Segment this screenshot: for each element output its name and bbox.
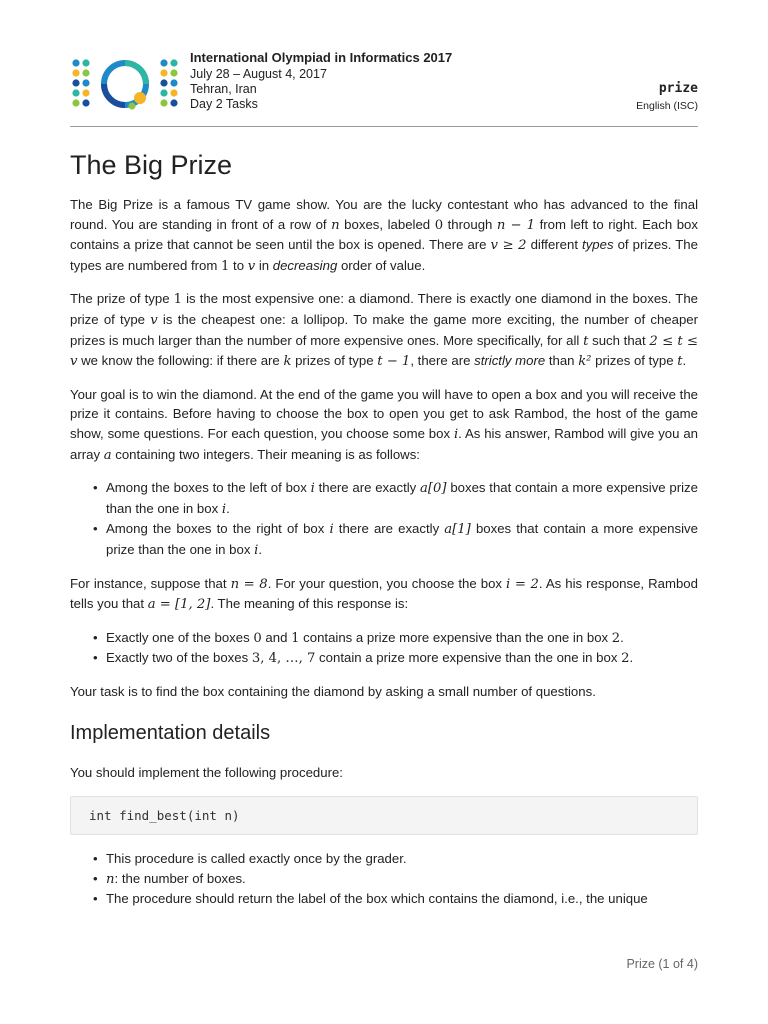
text: contain a prize more expensive than the one in box [315, 650, 622, 666]
text: boxes that contain a more expensive prize than the one in box [106, 521, 698, 557]
text: in [255, 257, 273, 273]
text: The procedure should return the label of the box which contains the diamond, i.e., the unique [106, 891, 648, 907]
math-one: 1 [173, 292, 183, 308]
text: prizes of type [591, 353, 678, 369]
text: This procedure is called exactly once by the grader. [106, 851, 407, 867]
math-i: i [329, 522, 334, 538]
text: . As his answer, Rambod will give you an array [70, 425, 698, 462]
text: The Big Prize is a famous TV game show. You are the lucky contestant who has advanced to the final round. You are standing in front of a row of [70, 197, 698, 232]
code-block-signature: int find_best(int n) [70, 796, 698, 835]
emphasis-decreasing: decreasing [272, 257, 338, 273]
implementation-list [70, 849, 698, 909]
contest-location: Tehran, Iran [190, 82, 257, 96]
contest-day: Day 2 Tasks [190, 97, 258, 111]
math-range-t: 2 ≤ t ≤ v [70, 333, 698, 370]
text: Among the boxes to the right of box [106, 521, 330, 537]
math-one: 1 [291, 630, 300, 646]
math-a0: a[0] [420, 481, 447, 497]
text: boxes, labeled [339, 216, 435, 232]
text: . [629, 650, 634, 666]
text: and [261, 629, 292, 645]
math-i-eq-2: i = 2 [506, 576, 539, 592]
math-i: i [453, 426, 459, 442]
math-n: n [106, 871, 115, 887]
text: there are exactly [333, 521, 445, 537]
paragraph-task: Your task is to find the box containing the diamond by asking a small number of questions. [70, 683, 596, 699]
text: prizes of type [291, 353, 378, 369]
header-divider [70, 126, 698, 127]
page-title: The Big Prize [70, 150, 233, 180]
math-k: k [283, 354, 292, 370]
list-item [106, 648, 698, 669]
math-zero: 0 [253, 630, 262, 646]
example-meaning-list [70, 628, 698, 669]
math-i: i [310, 481, 315, 497]
math-i: i [221, 501, 227, 517]
math-n-eq-8: n = 8 [230, 576, 268, 592]
math-two: 2 [611, 630, 621, 646]
text: . The meaning of this response is: [210, 596, 409, 612]
math-a: a [103, 447, 112, 463]
list-item [106, 519, 698, 560]
text: : the number of boxes. [114, 870, 246, 886]
ioi-logo-icon [70, 53, 180, 113]
math-range-boxes: 3, 4, …, 7 [251, 651, 316, 667]
math-two: 2 [621, 651, 630, 667]
text: to [229, 257, 248, 273]
text: containing two integers. Their meaning is as follows: [111, 446, 420, 462]
text: contains a prize more expensive than the one in box [299, 629, 612, 645]
text: Among the boxes to the left of box [106, 480, 311, 496]
text: such that [588, 332, 650, 348]
answer-meaning-list [70, 478, 698, 560]
text: we know the following: if there are [77, 353, 284, 369]
text: order of value. [337, 257, 426, 273]
math-t: t [677, 354, 683, 370]
math-a-eq: a = [1, 2] [147, 597, 211, 613]
math-zero: 0 [434, 217, 444, 233]
math-t-minus-1: t − 1 [377, 354, 411, 370]
math-a1: a[1] [444, 522, 471, 538]
text: is the most expensive one: a diamond. There is exactly one diamond in the boxes. The prize of type [70, 291, 698, 327]
task-name: prize [658, 81, 698, 96]
text: . [682, 353, 687, 369]
text: . For your question, you choose the box [267, 575, 507, 591]
list-item [106, 628, 698, 649]
text: For instance, suppose that [70, 575, 231, 591]
text: Exactly one of the boxes [106, 629, 254, 645]
emphasis-strictly-more: strictly more [474, 353, 546, 369]
text: Exactly two of the boxes [106, 650, 252, 666]
math-t: t [583, 333, 589, 349]
math-v-ge-2: v ≥ 2 [490, 238, 527, 254]
paragraph-implement: You should implement the following procedure: [70, 765, 343, 781]
text: , there are [410, 353, 475, 369]
section-heading-implementation: Implementation details [70, 722, 271, 745]
page-footer: Prize (1 of 4) [626, 957, 698, 971]
math-n-minus-1: n − 1 [496, 217, 536, 233]
text: different [526, 237, 583, 253]
paragraph-example [70, 574, 698, 615]
paragraph-goal [70, 385, 698, 465]
contest-dates: July 28 – August 4, 2017 [190, 67, 327, 81]
contest-name: International Olympiad in Informatics 2017 [190, 50, 453, 65]
text: boxes that contain a more expensive prize than the one in box [106, 480, 698, 516]
text: is the cheapest one: a lollipop. To make the game more exciting, the number of cheaper prizes is much larger than the number of more expensive ones. More specifically, for all [70, 311, 699, 348]
list-item [106, 889, 698, 909]
text: there are exactly [314, 480, 421, 496]
list-item [106, 478, 698, 519]
text: from left to right. Each box contains a prize that cannot be seen until the box is opened. There are [70, 216, 698, 253]
text: of prizes. The types are numbered from [70, 237, 698, 273]
text: . [258, 541, 262, 557]
math-v: v [150, 312, 158, 328]
math-v: v [247, 258, 256, 274]
page-header [70, 50, 698, 126]
list-item [106, 849, 698, 869]
contest-meta [190, 50, 452, 112]
text: . [226, 500, 230, 516]
paragraph-intro [70, 195, 698, 276]
emphasis-types: types [582, 237, 614, 253]
text: than [545, 353, 579, 369]
list-item [106, 869, 698, 890]
text: . As his response, Rambod tells you that [70, 575, 698, 612]
text: The prize of type [70, 291, 174, 307]
text: through [443, 216, 497, 232]
math-i: i [254, 542, 259, 558]
text: Your goal is to win the diamond. At the end of the game you will have to open a box and you will receive the prize it contains. Before having to choose the box to open you get to ask Rambod, the host of the game show, some questions. For each question, you choose some box [70, 386, 698, 441]
math-k-squared: k² [578, 354, 592, 370]
text: . [620, 629, 624, 645]
math-n: n [331, 217, 340, 233]
task-language: English (ISC) [636, 100, 698, 112]
math-one: 1 [221, 258, 230, 274]
paragraph-prize-types [70, 289, 698, 371]
document-body [70, 148, 698, 922]
